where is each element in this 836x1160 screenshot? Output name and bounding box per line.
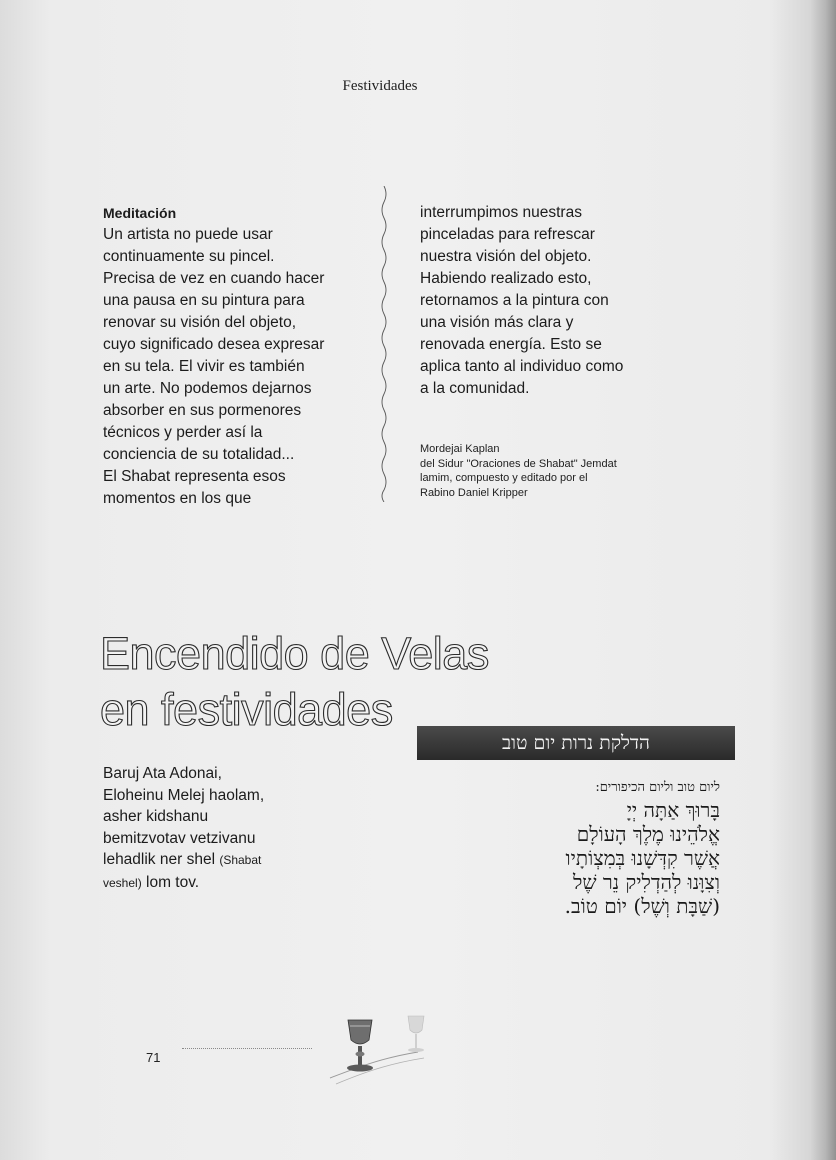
blessing-optional: veshel) <box>103 875 142 890</box>
running-header: Festividades <box>342 78 418 94</box>
meditation-column-right <box>420 202 680 400</box>
section-title-line: en festividades <box>100 684 393 735</box>
footer-dotted-rule <box>182 1048 312 1049</box>
blessing-line <box>103 872 363 895</box>
hebrew-blessing-line: וְצִוָּנוּ לְהַדְלִיק נֵר שֶׁל <box>572 870 720 894</box>
meditation-line: conciencia de su totalidad... <box>103 446 295 463</box>
meditation-line: un arte. No podemos dejarnos <box>103 380 312 397</box>
meditation-line: nuestra visión del objeto. <box>420 248 592 265</box>
meditation-line: una visión más clara y <box>420 314 574 331</box>
blessing-line: bemitzvotav vetzivanu <box>103 829 256 847</box>
citation-line: Rabino Daniel Kripper <box>420 486 528 499</box>
meditation-citation <box>420 442 688 500</box>
meditation-line: técnicos y perder así la <box>103 424 263 441</box>
hebrew-blessing-line-last <box>470 894 720 918</box>
meditation-line: El Shabat representa esos <box>103 468 286 485</box>
meditation-line: renovada energía. Esto se <box>420 336 602 353</box>
meditation-line: renovar su visión del objeto, <box>103 314 297 331</box>
blessing-line <box>103 849 363 872</box>
meditation-line: absorber en sus pormenores <box>103 402 302 419</box>
meditation-line: Precisa de vez en cuando hacer <box>103 270 325 287</box>
meditation-column-left <box>103 202 375 510</box>
blessing-line: asher kidshanu <box>103 808 209 825</box>
blessing-line: Eloheinu Melej haolam, <box>103 786 265 804</box>
meditation-line: en su tela. El vivir es también <box>103 358 305 375</box>
kiddush-cup-icon <box>326 1008 436 1088</box>
hebrew-blessing <box>470 778 720 918</box>
meditation-line: aplica tanto al individuo como <box>420 358 624 375</box>
meditation-line: pinceladas para refrescar <box>420 226 595 243</box>
transliterated-blessing <box>103 763 363 894</box>
hebrew-heading-bar: הדלקת נרות יום טוב <box>417 726 735 760</box>
meditation-line: una pausa en su pintura para <box>103 292 305 309</box>
meditation-line: a la comunidad. <box>420 380 530 397</box>
hebrew-blessing-line: אֱלֹהֵינוּ מֶלֶךְ הָעוֹלָם <box>576 822 720 846</box>
hebrew-blessing-line: בָּרוּךְ אַתָּה יְיָ <box>626 798 720 822</box>
page-number: 71 <box>146 1050 161 1065</box>
meditation-line: continuamente su pincel. <box>103 248 275 265</box>
hebrew-blessing-intro: ליום טוב וליום הכיפורים: <box>595 780 720 795</box>
blessing-text: lom tov. <box>146 873 200 891</box>
meditation-line: Un artista no puede usar <box>103 226 273 243</box>
meditation-line: cuyo significado desea expresar <box>103 336 325 353</box>
meditation-title: Meditación <box>103 205 177 221</box>
column-divider-wave <box>374 186 394 502</box>
hebrew-blessing-text: (שַׁבָּת וְשֶׁל) יוֹם טוֹב. <box>564 894 720 918</box>
meditation-line: momentos en los que <box>103 490 252 507</box>
meditation-line: retornamos a la pintura con <box>420 292 609 309</box>
meditation-line: interrumpimos nuestras <box>420 204 582 221</box>
blessing-text: lehadlik ner shel <box>103 851 216 868</box>
blessing-line: Baruj Ata Adonai, <box>103 765 222 782</box>
blessing-optional: (Shabat <box>219 853 262 867</box>
section-title-line: Encendido de Velas <box>100 628 489 679</box>
page-binding-shadow <box>810 0 836 1160</box>
citation-line: lamim, compuesto y editado por el <box>420 472 588 484</box>
meditation-line: Habiendo realizado esto, <box>420 270 592 287</box>
citation-author: Mordejai Kaplan <box>420 443 500 455</box>
citation-line: del Sidur "Oraciones de Shabat" Jemdat <box>420 457 617 470</box>
hebrew-blessing-line: אֲשֶׁר קִדְּשָׁנוּ בְּמִצְוֹתָיו <box>565 846 720 870</box>
section-title <box>100 626 520 738</box>
